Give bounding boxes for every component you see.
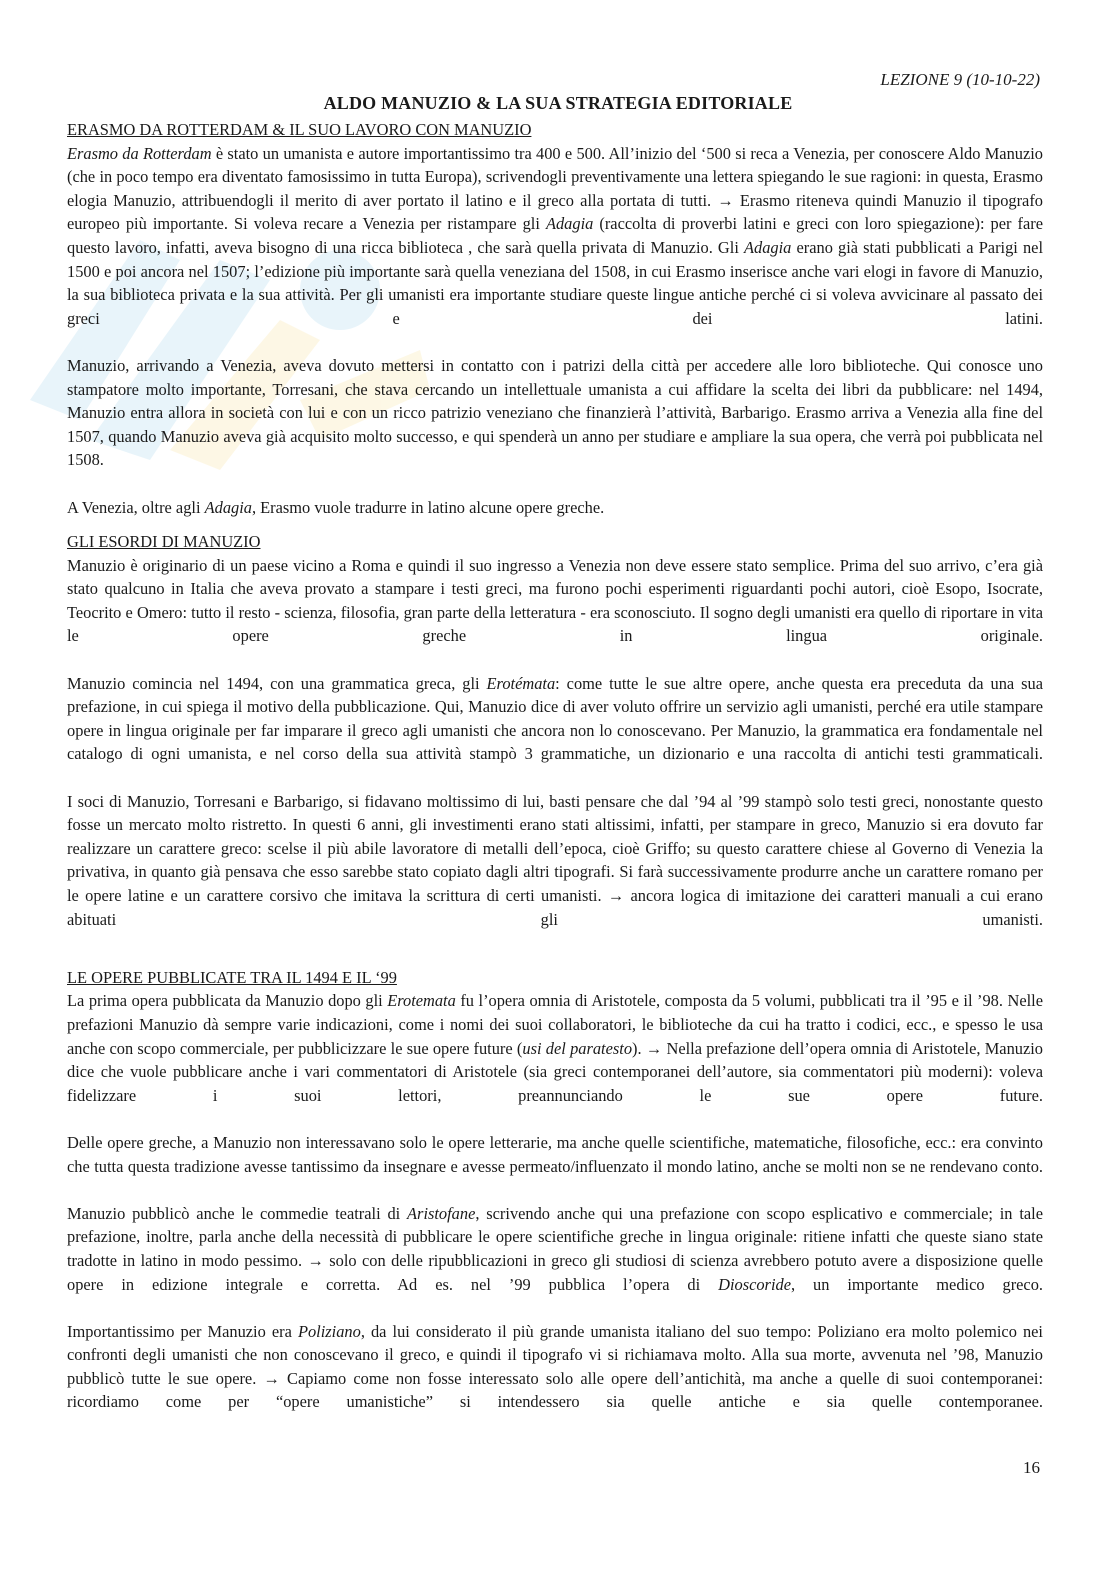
paragraph: Manuzio pubblicò anche le commedie teatrali di Aristofane, scrivendo anche qui una prefazione con scopo esplicativo e commerciale; in tale prefazione, inoltre, parla anche della necessità di pubblicare le opere scientifiche greche in lingua originale: ritiene infatti che queste siano state tradotte in latino in modo pessimo. → solo con delle ripubblicazioni in greco gli studiosi di scienza avrebbero potuto avere a disposizione quelle opere in edizione integrale e corretta. Ad es. nel ’99 pubblica l’opera di Dioscoride, un importante medico greco. — [67, 1203, 1044, 1294]
paragraph: Manuzio comincia nel 1494, con una grammatica greca, gli Erotémata: come tutte le sue altre opere, anche questa era preceduta da una sua prefazione, in cui spiega il motivo della pubblicazione. Qui, Manuzio dice di aver voluto offrire un servizio agli umanisti, perché era utile stampare opere in lingua originale per far imparare il greco agli umanisti che ancora non lo conoscevano. Per Manuzio, la grammatica era fondamentale nel catalogo di ogni umanista, e nel corso della sua attività stampò 3 grammatiche, un dizionario e una raccolta di antichi testi grammaticali. — [67, 673, 1043, 764]
section-heading: LE OPERE PUBBLICATE TRA IL 1494 E IL ‘99 — [67, 967, 397, 987]
paragraph: La prima opera pubblicata da Manuzio dopo gli Erotemata fu l’opera omnia di Aristotele, composta da 5 volumi, pubblicati tra il ’95 e il ’98. Nelle prefazioni Manuzio dà sempre varie indicazioni, come i nomi dei suoi collaboratori, le biblioteche da cui ha tratto i codici, ecc., e spesso le usa anche con scopo commerciale, per pubblicizzare le sue opere future (usi del paratesto). → Nella prefazione dell’opera omnia di Aristotele, Manuzio dice che vuole pubblicare anche i vari commentatori di Aristotele (sia greci contemporanei dell’autore, sia commentatori più moderni): voleva fidelizzare i suoi lettori, preannunciando le sue opere future. — [67, 991, 1043, 1105]
paragraph: Manuzio, arrivando a Venezia, aveva dovuto mettersi in contatto con i patrizi della città per accedere alle loro biblioteche. Qui conosce uno stampatore molto importante, Torresani, che stava cercando un intellettuale umanista a cui affidare la scelta dei libri da pubblicare: nel 1494, Manuzio entra allora in società con lui e con un ricco patrizio veneziano che finanzierà l’attività, Barbarigo. Erasmo arriva a Venezia alla fine del 1507, quando Manuzio aveva già acquisito molto successo, e qui spenderà un anno per studiare e ampliare la sua opera, che verrà poi pubblicata nel 1508. — [67, 355, 1043, 470]
page-title: ALDO MANUZIO & LA SUA STRATEGIA EDITORIALE — [323, 93, 793, 113]
section-heading: GLI ESORDI DI MANUZIO — [67, 532, 261, 552]
document-body — [67, 118, 1043, 1449]
section-esordi — [67, 530, 1043, 955]
section-heading: ERASMO DA ROTTERDAM & IL SUO LAVORO CON MANUZIO — [67, 120, 532, 139]
paragraph: I soci di Manuzio, Torresani e Barbarigo, si fidavano moltissimo di lui, basti pensare che dal ’94 al ’99 stampò solo testi greci, nonostante questo fosse un mercato molto ristretto. In questi 6 anni, gli investimenti erano stati altissimi, infatti, per stampare in greco, Manuzio si era dovuto far realizzare un carattere greco: scelse il più abile lavoratore di metalli dell’epoca, cioè Griffo; su questo carattere chiese al Governo di Venezia la privativa, in quanto già pensava che esso sarebbe stato copiato dagli altri tipografi. Si farà successivamente produrre anche un carattere romano per le opere latine e un carattere corsivo che imitava la scrittura di certi umanisti. → ancora logica di imitazione dei caratteri manuali a cui erano abituati gli umanisti. — [67, 791, 1043, 929]
section-erasmo — [67, 118, 1043, 519]
paragraph: A Venezia, oltre agli Adagia, Erasmo vuole tradurre in latino alcune opere greche. — [67, 497, 605, 517]
lesson-label: LEZIONE 9 (10-10-22) — [880, 70, 1040, 89]
paragraph: Erasmo da Rotterdam è stato un umanista e autore importantissimo tra 400 e 500. All’inizio del ‘500 si reca a Venezia, per conoscere Aldo Manuzio (che in poco tempo era diventato famosissimo in tutta Europa), scrivendogli preventivamente una lettera spiegando le sue ragioni: in questa, Erasmo elogia Manuzio, attribuendogli il merito di aver portato il latino e il greco alla portata di tutti. → Erasmo riteneva quindi Manuzio il tipografo europeo più importante. Si voleva recare a Venezia per ristampare gli Adagia (raccolta di proverbi latini e greci con loro spiegazione): per fare questo lavoro, infatti, aveva bisogno di una ricca biblioteca , che sarà quella privata di Manuzio. Gli Adagia erano già stati pubblicati a Parigi nel 1500 e poi ancora nel 1507; l’edizione più importante sarà quella veneziana del 1508, in cui Erasmo inserisce anche vari elogi in favore di Manuzio, la sua biblioteca privata e la sua attività. Per gli umanisti era importante studiare queste lingue antiche perché ci si voleva avvicinare al passato dei greci e dei latini. — [67, 143, 1043, 328]
paragraph: Manuzio è originario di un paese vicino a Roma e quindi il suo ingresso a Venezia non deve essere stato semplice. Prima del suo arrivo, c’era già stato qualcuno in Italia che aveva provato a stampare i testi greci, ma furono pochi esperimenti riguardanti pochi autori, cioè Esopo, Isocrate, Teocrito e Omero: tutto il resto - scienza, filosofia, gran parte della letteratura - era sconosciuto. Il sogno degli umanisti era quello di riportare in vita le opere greche in lingua originale. — [67, 555, 1043, 646]
page-number: 16 — [1023, 1458, 1040, 1477]
section-opere — [67, 966, 1043, 1438]
paragraph: Importantissimo per Manuzio era Poliziano, da lui considerato il più grande umanista italiano del suo tempo: Poliziano era molto polemico nei confronti degli umanisti che non conoscevano il greco, e quindi il tipografo vi si richiamava molto. Alla sua morte, avvenuta nel ’98, Manuzio pubblicò tutte le sue opere. → Capiamo come non fosse interessato solo alle opere dell’antichità, ma anche a quelle di suoi contemporanei: ricordiamo come per “opere umanistiche” si intendessero sia quelle antiche e sia quelle contemporanee. — [67, 1321, 1043, 1412]
paragraph: Delle opere greche, a Manuzio non interessavano solo le opere letterarie, ma anche quelle scientifiche, matematiche, filosofiche, ecc.: era convinto che tutta questa tradizione avesse tantissimo da insegnare e avesse permeato/influenzato il mondo latino, anche se molti non se ne rendevano conto. — [67, 1132, 1043, 1176]
